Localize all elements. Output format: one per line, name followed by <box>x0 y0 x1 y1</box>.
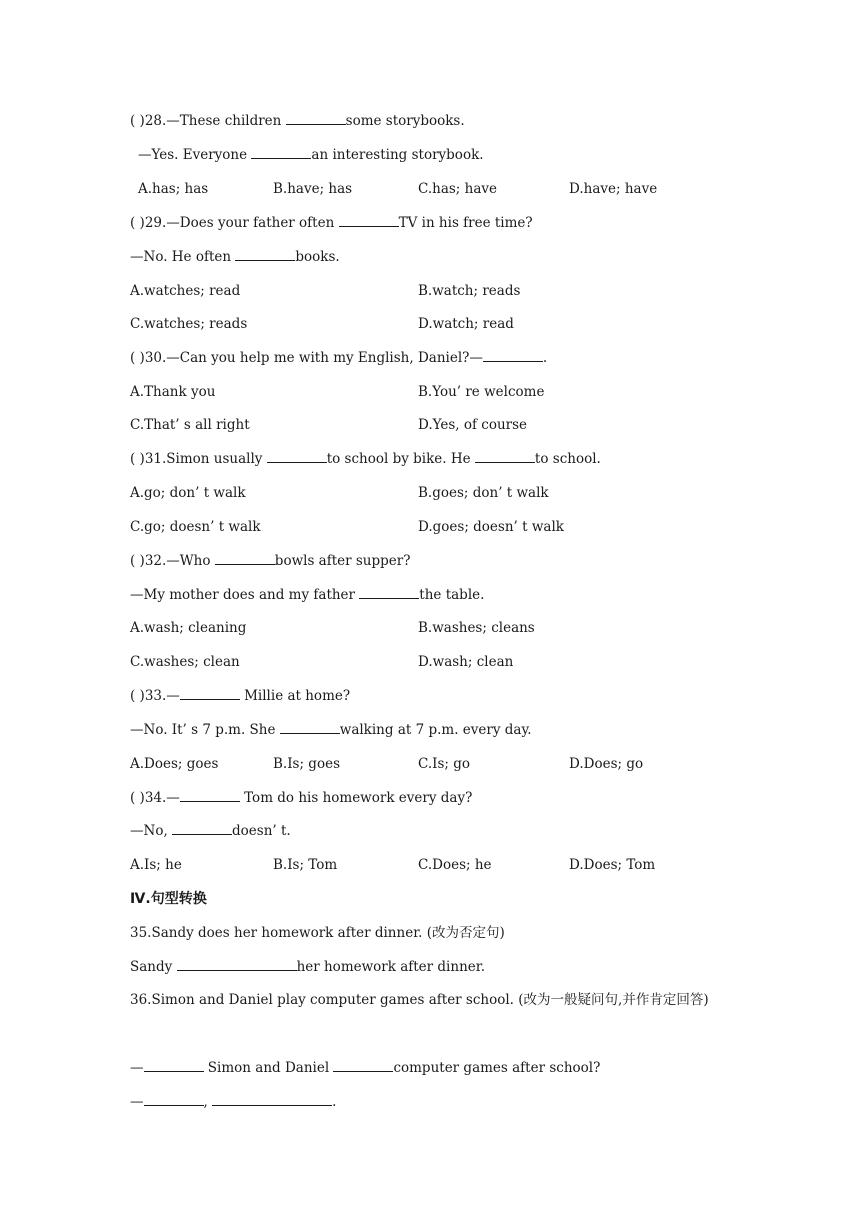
q31-options-cd <box>130 516 750 538</box>
q34-options <box>130 854 750 876</box>
option-c: C.Does; he <box>418 857 492 873</box>
answer-paren: ( ) <box>130 451 145 467</box>
option-d: D.Does; go <box>569 756 644 772</box>
q34-line2: —No, doesn’ t. <box>130 820 750 842</box>
blank <box>172 820 232 835</box>
blank <box>286 110 346 125</box>
blank <box>180 685 240 700</box>
blank <box>251 144 311 159</box>
q32-stem: ( )32.—Who bowls after supper? <box>130 550 750 572</box>
option-d: D.wash; clean <box>418 654 514 670</box>
q33-options <box>130 753 750 775</box>
blank <box>359 584 419 599</box>
option-b: B.washes; cleans <box>418 620 535 636</box>
option-d: D.have; have <box>569 181 658 197</box>
q34-stem: ( )34.— Tom do his homework every day? <box>130 787 750 809</box>
q28-line2: —Yes. Everyone an interesting storybook. <box>138 144 750 166</box>
q36-line2: — , . <box>130 1091 750 1113</box>
option-c: C.That’ s all right <box>130 417 250 433</box>
q35-answer-line: Sandy her homework after dinner. <box>130 956 750 978</box>
option-a: A.has; has <box>138 181 209 197</box>
q32-options-cd <box>130 651 750 673</box>
option-b: B.have; has <box>273 181 353 197</box>
q36-line1: — Simon and Daniel computer games after school? <box>130 1057 750 1079</box>
q29-options-cd <box>130 313 750 335</box>
blank <box>267 448 327 463</box>
blank <box>339 212 399 227</box>
option-b: B.You’ re welcome <box>418 384 545 400</box>
option-a: A.go; don’ t walk <box>130 485 246 501</box>
option-a: A.Is; he <box>130 857 182 873</box>
q30-stem: ( )30.—Can you help me with my English, Daniel?— . <box>130 347 750 369</box>
answer-paren: ( ) <box>130 553 145 569</box>
answer-paren: ( ) <box>130 790 145 806</box>
blank <box>280 719 340 734</box>
q31-options-ab <box>130 482 750 504</box>
q30-options-cd <box>130 414 750 436</box>
option-d: D.watch; read <box>418 316 514 332</box>
q30-options-ab <box>130 381 750 403</box>
option-d: D.goes; doesn’ t walk <box>418 519 564 535</box>
q28-stem: ( )28.—These children some storybooks. <box>130 110 750 132</box>
q32-options-ab <box>130 617 750 639</box>
blank <box>333 1057 393 1072</box>
q31-stem: ( )31.Simon usually to school by bike. He to school. <box>130 448 750 470</box>
q33-line2: —No. It’ s 7 p.m. She walking at 7 p.m. every day. <box>130 719 750 741</box>
option-a: A.Does; goes <box>130 756 219 772</box>
answer-paren: ( ) <box>130 688 145 704</box>
option-c: C.Is; go <box>418 756 471 772</box>
blank <box>212 1091 332 1106</box>
section-heading: Ⅳ.句型转换 <box>130 891 207 907</box>
blank <box>177 956 297 971</box>
q35-stem: 35.Sandy does her homework after dinner. (改为否定句) <box>130 925 505 941</box>
blank <box>180 787 240 802</box>
blank <box>483 347 543 362</box>
blank <box>235 246 295 261</box>
q28-options <box>130 178 750 200</box>
q33-stem: ( )33.— Millie at home? <box>130 685 750 707</box>
option-c: C.watches; reads <box>130 316 248 332</box>
blank <box>215 550 275 565</box>
answer-paren: ( ) <box>130 215 145 231</box>
option-b: B.goes; don’ t walk <box>418 485 549 501</box>
blank <box>144 1091 204 1106</box>
option-c: C.washes; clean <box>130 654 240 670</box>
answer-paren: ( ) <box>130 350 145 366</box>
option-c: C.has; have <box>418 181 498 197</box>
q29-line2: —No. He often books. <box>130 246 750 268</box>
q29-options-ab <box>130 280 750 302</box>
option-b: B.Is; goes <box>273 756 340 772</box>
q36-stem: 36.Simon and Daniel play computer games after school. (改为一般疑问句,并作肯定回答) <box>130 992 709 1008</box>
option-d: D.Does; Tom <box>569 857 656 873</box>
answer-paren: ( ) <box>130 113 145 129</box>
blank <box>144 1057 204 1072</box>
option-b: B.watch; reads <box>418 283 521 299</box>
q29-stem: ( )29.—Does your father often TV in his free time? <box>130 212 750 234</box>
option-a: A.wash; cleaning <box>130 620 247 636</box>
option-a: A.watches; read <box>130 283 241 299</box>
q32-line2: —My mother does and my father the table. <box>130 584 750 606</box>
option-b: B.Is; Tom <box>273 857 338 873</box>
option-a: A.Thank you <box>130 384 216 400</box>
option-c: C.go; doesn’ t walk <box>130 519 261 535</box>
option-d: D.Yes, of course <box>418 417 528 433</box>
blank <box>475 448 535 463</box>
